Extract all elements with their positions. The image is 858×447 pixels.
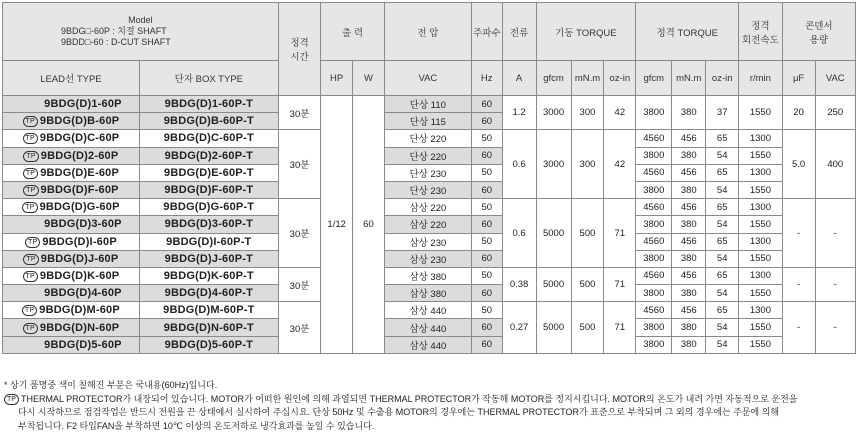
capacitor-uf: - xyxy=(782,267,815,301)
rated-torque-ozin: 54 xyxy=(706,147,739,164)
capacitor-header: 콘덴서 용량 xyxy=(782,3,855,61)
rated-speed: 1550 xyxy=(739,319,782,336)
rated-speed: 1550 xyxy=(739,285,782,302)
start-torque-gfcm: 3000 xyxy=(536,96,571,130)
start-torque-ozin: 71 xyxy=(604,199,636,268)
start-torque-ozin: 42 xyxy=(604,130,636,199)
unit-rated-nm: mN.m xyxy=(672,61,706,96)
capacitor-uf: 5.0 xyxy=(782,130,815,199)
capacitor-vac: - xyxy=(815,267,855,301)
unit-start-gfcm: gfcm xyxy=(536,61,571,96)
unit-vac-cap: VAC xyxy=(815,61,855,96)
rated-speed: 1550 xyxy=(739,250,782,267)
table-row xyxy=(3,302,856,319)
unit-rated-gfcm: gfcm xyxy=(636,61,672,96)
unit-hz: Hz xyxy=(471,61,502,96)
box-type-model: 9BDG(D)4-60P-T xyxy=(139,285,278,302)
voltage: 단상 220 xyxy=(384,130,471,147)
output-hp: 1/12 xyxy=(321,96,353,354)
rated-torque-gfcm: 4560 xyxy=(636,302,672,319)
notes xyxy=(4,379,854,433)
rated-torque-ozin: 65 xyxy=(706,199,739,216)
frequency: 50 xyxy=(471,302,502,319)
table-row xyxy=(3,181,856,198)
lead-type-header: LEAD선 TYPE xyxy=(3,61,140,96)
unit-hp: HP xyxy=(321,61,353,96)
frequency-header: 주파수 xyxy=(471,3,502,61)
table-row xyxy=(3,285,856,302)
frequency: 60 xyxy=(471,113,502,130)
unit-w: W xyxy=(353,61,385,96)
start-torque-nm: 500 xyxy=(571,302,604,354)
unit-uf: μF xyxy=(782,61,815,96)
rated-speed: 1550 xyxy=(739,336,782,353)
tp-badge: TP xyxy=(23,151,38,162)
start-torque-ozin: 42 xyxy=(604,96,636,130)
table-row xyxy=(3,267,856,284)
tp-badge: TP xyxy=(23,116,38,127)
voltage: 삼상 230 xyxy=(384,250,471,267)
rated-torque-gfcm: 4560 xyxy=(636,267,672,284)
box-type-model: 9BDG(D)F-60P-T xyxy=(139,181,278,198)
table-row xyxy=(3,233,856,250)
start-torque-nm: 500 xyxy=(571,267,604,301)
rated-torque-ozin: 54 xyxy=(706,285,739,302)
rated-torque-nm: 456 xyxy=(672,233,706,250)
capacitor-vac: - xyxy=(815,199,855,268)
rated-torque-nm: 380 xyxy=(672,319,706,336)
rated-torque-header: 정격 TORQUE xyxy=(636,3,739,61)
rated-torque-ozin: 65 xyxy=(706,164,739,181)
table-row xyxy=(3,147,856,164)
frequency: 60 xyxy=(471,181,502,198)
capacitor-uf: 20 xyxy=(782,96,815,130)
box-type-model: 9BDG(D)2-60P-T xyxy=(139,147,278,164)
model-header xyxy=(3,3,279,61)
voltage: 단상 230 xyxy=(384,181,471,198)
rated-torque-ozin: 65 xyxy=(706,130,739,147)
rated-torque-ozin: 65 xyxy=(706,302,739,319)
current-header: 전류 xyxy=(502,3,536,61)
lead-type-model: 9BDG(D)3-60P xyxy=(3,216,140,233)
start-torque-header: 기동 TORQUE xyxy=(536,3,636,61)
rating-time: 30분 xyxy=(278,302,320,354)
rating-time: 30분 xyxy=(278,267,320,301)
start-torque-nm: 500 xyxy=(571,199,604,268)
frequency: 50 xyxy=(471,130,502,147)
rated-torque-nm: 380 xyxy=(672,96,706,130)
voltage: 단상 115 xyxy=(384,113,471,130)
rated-torque-gfcm: 3800 xyxy=(636,285,672,302)
rated-torque-nm: 380 xyxy=(672,285,706,302)
tp-badge: TP xyxy=(4,394,19,405)
frequency: 60 xyxy=(471,96,502,113)
voltage: 삼상 220 xyxy=(384,216,471,233)
capacitor-vac: 400 xyxy=(815,130,855,199)
box-type-model: 9BDG(D)5-60P-T xyxy=(139,336,278,353)
lead-type-model: TP 9BDG(D)G-60P xyxy=(3,199,140,216)
box-type-model: 9BDG(D)G-60P-T xyxy=(139,199,278,216)
spec-table-body xyxy=(3,96,856,354)
rated-torque-gfcm: 3800 xyxy=(636,319,672,336)
rated-torque-ozin: 54 xyxy=(706,250,739,267)
table-row xyxy=(3,319,856,336)
tp-badge: TP xyxy=(23,133,38,144)
rated-torque-nm: 456 xyxy=(672,130,706,147)
box-type-model: 9BDG(D)1-60P-T xyxy=(139,96,278,113)
lead-type-model: TP 9BDG(D)C-60P xyxy=(3,130,140,147)
frequency: 60 xyxy=(471,336,502,353)
current: 0.27 xyxy=(502,302,536,354)
rated-torque-nm: 380 xyxy=(672,250,706,267)
note-thermal-1: TP THERMAL PROTECTOR가 내장되어 있습니다. MOTOR가 어떠한 원인에 의해 과열되면 THERMAL PROTECTOR가 작동해 MOTOR를 정지시킵니다. MOTOR의 온도가 내려 가면 자동적으로 운전을 xyxy=(4,393,854,407)
frequency: 60 xyxy=(471,250,502,267)
rated-torque-ozin: 54 xyxy=(706,319,739,336)
rated-speed: 1300 xyxy=(739,130,782,147)
motor-spec-table xyxy=(2,2,856,354)
tp-badge: TP xyxy=(22,305,37,316)
rated-speed: 1550 xyxy=(739,216,782,233)
tp-badge: TP xyxy=(23,271,38,282)
rated-torque-gfcm: 3800 xyxy=(636,216,672,233)
frequency: 60 xyxy=(471,319,502,336)
lead-type-model: 9BDG(D)1-60P xyxy=(3,96,140,113)
rated-torque-nm: 456 xyxy=(672,267,706,284)
start-torque-ozin: 71 xyxy=(604,267,636,301)
rated-torque-ozin: 54 xyxy=(706,336,739,353)
rated-speed: 1300 xyxy=(739,233,782,250)
rated-speed: 1300 xyxy=(739,267,782,284)
voltage: 삼상 230 xyxy=(384,233,471,250)
rating-time-header: 정격 시간 xyxy=(278,3,320,96)
tp-badge: TP xyxy=(23,323,38,334)
rating-time: 30분 xyxy=(278,199,320,268)
voltage: 삼상 440 xyxy=(384,336,471,353)
lead-type-model: TP 9BDG(D)F-60P xyxy=(3,181,140,198)
tp-badge: TP xyxy=(25,237,40,248)
voltage: 단상 220 xyxy=(384,147,471,164)
table-row xyxy=(3,250,856,267)
model-line-1: 9BDG□-60P : 치절 SHAFT xyxy=(61,26,167,36)
lead-type-model: TP 9BDG(D)E-60P xyxy=(3,164,140,181)
box-type-model: 9BDG(D)3-60P-T xyxy=(139,216,278,233)
rated-torque-nm: 456 xyxy=(672,302,706,319)
box-type-model: 9BDG(D)K-60P-T xyxy=(139,267,278,284)
capacitor-uf: - xyxy=(782,302,815,354)
rated-torque-gfcm: 4560 xyxy=(636,199,672,216)
rated-speed: 1300 xyxy=(739,199,782,216)
capacitor-vac: 250 xyxy=(815,96,855,130)
rated-torque-nm: 456 xyxy=(672,164,706,181)
lead-type-model: TP 9BDG(D)N-60P xyxy=(3,319,140,336)
box-type-model: 9BDG(D)B-60P-T xyxy=(139,113,278,130)
rated-torque-gfcm: 3800 xyxy=(636,250,672,267)
box-type-header: 단자 BOX TYPE xyxy=(139,61,278,96)
voltage: 삼상 380 xyxy=(384,267,471,284)
lead-type-model: TP 9BDG(D)2-60P xyxy=(3,147,140,164)
table-row xyxy=(3,216,856,233)
rated-torque-nm: 380 xyxy=(672,147,706,164)
unit-vac: VAC xyxy=(384,61,471,96)
lead-type-model: TP 9BDG(D)J-60P xyxy=(3,250,140,267)
capacitor-uf: - xyxy=(782,199,815,268)
voltage: 단상 110 xyxy=(384,96,471,113)
note-thermal-3: 부착됩니다. F2 타입FAN을 부착하면 10℃ 이상의 온도저하로 냉각효과를 높일 수 있습니다. xyxy=(18,420,375,431)
unit-start-ozin: oz-in xyxy=(604,61,636,96)
start-torque-gfcm: 3000 xyxy=(536,130,571,199)
rated-speed: 1300 xyxy=(739,302,782,319)
model-label: Model xyxy=(128,15,153,25)
current: 0.38 xyxy=(502,267,536,301)
rating-time: 30분 xyxy=(278,96,320,130)
current: 0.6 xyxy=(502,130,536,199)
lead-type-model: TP 9BDG(D)I-60P xyxy=(3,233,140,250)
unit-start-nm: mN.m xyxy=(571,61,604,96)
voltage: 삼상 440 xyxy=(384,319,471,336)
start-torque-gfcm: 5000 xyxy=(536,267,571,301)
rated-speed: 1300 xyxy=(739,164,782,181)
rated-torque-ozin: 37 xyxy=(706,96,739,130)
box-type-model: 9BDG(D)I-60P-T xyxy=(139,233,278,250)
rated-torque-ozin: 65 xyxy=(706,233,739,250)
box-type-model: 9BDG(D)J-60P-T xyxy=(139,250,278,267)
start-torque-nm: 300 xyxy=(571,96,604,130)
box-type-model: 9BDG(D)M-60P-T xyxy=(139,302,278,319)
table-row xyxy=(3,336,856,353)
frequency: 50 xyxy=(471,164,502,181)
frequency: 50 xyxy=(471,267,502,284)
box-type-model: 9BDG(D)C-60P-T xyxy=(139,130,278,147)
frequency: 50 xyxy=(471,199,502,216)
box-type-model: 9BDG(D)E-60P-T xyxy=(139,164,278,181)
start-torque-ozin: 71 xyxy=(604,302,636,354)
rated-torque-nm: 380 xyxy=(672,216,706,233)
frequency: 50 xyxy=(471,233,502,250)
rated-torque-gfcm: 4560 xyxy=(636,130,672,147)
voltage-header: 전 압 xyxy=(384,3,471,61)
tp-badge: TP xyxy=(22,202,37,213)
frequency: 60 xyxy=(471,285,502,302)
rated-torque-gfcm: 3800 xyxy=(636,96,672,130)
table-row xyxy=(3,164,856,181)
rated-torque-nm: 380 xyxy=(672,181,706,198)
note-domestic: * 상기 품명중 색이 칠해진 부분은 국내용(60Hz)입니다. xyxy=(4,380,218,390)
model-line-2: 9BDD□-60 : D-CUT SHAFT xyxy=(61,37,171,47)
start-torque-nm: 300 xyxy=(571,130,604,199)
capacitor-vac: - xyxy=(815,302,855,354)
rated-torque-gfcm: 4560 xyxy=(636,164,672,181)
voltage: 단상 230 xyxy=(384,164,471,181)
table-row xyxy=(3,130,856,147)
lead-type-model: 9BDG(D)4-60P xyxy=(3,285,140,302)
start-torque-gfcm: 5000 xyxy=(536,302,571,354)
table-row xyxy=(3,199,856,216)
voltage: 삼상 220 xyxy=(384,199,471,216)
rated-speed: 1550 xyxy=(739,147,782,164)
frequency: 60 xyxy=(471,147,502,164)
current: 1.2 xyxy=(502,96,536,130)
rated-speed-header: 정격 회전속도 xyxy=(739,3,782,61)
voltage: 삼상 440 xyxy=(384,302,471,319)
start-torque-gfcm: 5000 xyxy=(536,199,571,268)
rated-torque-ozin: 54 xyxy=(706,181,739,198)
current: 0.6 xyxy=(502,199,536,268)
rated-speed: 1550 xyxy=(739,96,782,130)
lead-type-model: TP 9BDG(D)K-60P xyxy=(3,267,140,284)
tp-badge: TP xyxy=(23,185,38,196)
frequency: 60 xyxy=(471,216,502,233)
lead-type-model: TP 9BDG(D)B-60P xyxy=(3,113,140,130)
unit-rated-ozin: oz-in xyxy=(706,61,739,96)
box-type-model: 9BDG(D)N-60P-T xyxy=(139,319,278,336)
rating-time: 30분 xyxy=(278,130,320,199)
unit-rmin: r/min xyxy=(739,61,782,96)
rated-torque-ozin: 54 xyxy=(706,216,739,233)
output-w: 60 xyxy=(353,96,385,354)
voltage: 삼상 380 xyxy=(384,285,471,302)
tp-badge: TP xyxy=(23,168,38,179)
output-header: 출 력 xyxy=(321,3,385,61)
table-row xyxy=(3,96,856,113)
lead-type-model: TP 9BDG(D)M-60P xyxy=(3,302,140,319)
lead-type-model: 9BDG(D)5-60P xyxy=(3,336,140,353)
rated-torque-ozin: 65 xyxy=(706,267,739,284)
rated-torque-gfcm: 3800 xyxy=(636,181,672,198)
rated-torque-nm: 456 xyxy=(672,199,706,216)
note-thermal-2: 다시 시작하므로 점검작업은 반드시 전원을 끈 상태에서 실시하여 주십시요. 단상 50Hz 및 수출용 MOTOR의 경우에는 THERMAL PROTECTOR가 표준으로 부착되며 그 외의 경우에는 주문에 의해 xyxy=(18,407,780,418)
rated-speed: 1550 xyxy=(739,181,782,198)
rated-torque-gfcm: 3800 xyxy=(636,147,672,164)
tp-badge: TP xyxy=(23,254,38,265)
rated-torque-gfcm: 4560 xyxy=(636,233,672,250)
unit-a: A xyxy=(502,61,536,96)
rated-torque-nm: 380 xyxy=(672,336,706,353)
rated-torque-gfcm: 3800 xyxy=(636,336,672,353)
